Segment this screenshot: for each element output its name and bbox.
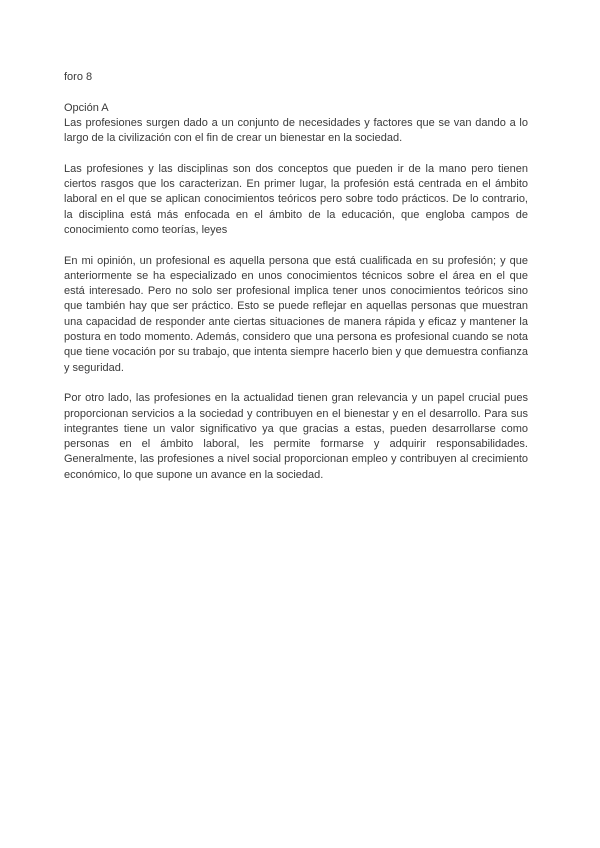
paragraph-opinion-professional: En mi opinión, un profesional es aquella persona que está cualificada en su profesión; y que anteriormente se ha especializado en unos conocimientos técnicos sobre el área en el que está interesado. Pero no solo ser profesional implica tener unos conocimientos teóricos sino que también hay que ser práctico. Esto se puede reflejar en aquellas personas que muestran una capacidad de responder ante ciertas situaciones de manera rápida y eficaz y mantener la postura en todo momento. Además, considero que una persona es profesional cuando se nota que tiene vocación por su trabajo, que intenta siempre hacerlo bien y que demuestra confianza y seguridad. [64,254,528,374]
document-body [64,70,528,498]
paragraph-professions-today: Por otro lado, las profesiones en la actualidad tienen gran relevancia y un papel crucial pues proporcionan servicios a la sociedad y contribuyen en el bienestar y en el desarrollo. Para sus integrantes tiene un valor significativo ya que gracias a estas, pueden desarrollarse como personas en el ámbito laboral, les permite formarse y adquirir responsabilidades. Generalmente, las profesiones a nivel social proporcionan empleo y contribuyen al crecimiento económico, lo que supone un avance en la sociedad. [64,392,528,481]
paragraph-intro: Las profesiones surgen dado a un conjunto de necesidades y factores que se van dando a lo largo de la civilización con el fin de crear un bienestar en la sociedad. [64,116,528,145]
document-title: foro 8 [64,71,93,83]
option-heading: Opción A [64,101,109,114]
paragraph-professions-vs-disciplines: Las profesiones y las disciplinas son dos conceptos que pueden ir de la mano pero tienen ciertos rasgos que los caracterizan. En primer lugar, la profesión está centrada en el ámbito laboral en el que se aplican conocimientos teóricos pero sobre todo prácticos. De lo contrario, la disciplina está más enfocada en el ámbito de la educación, que engloba campos de conocimiento como teorías, leyes [64,162,528,236]
